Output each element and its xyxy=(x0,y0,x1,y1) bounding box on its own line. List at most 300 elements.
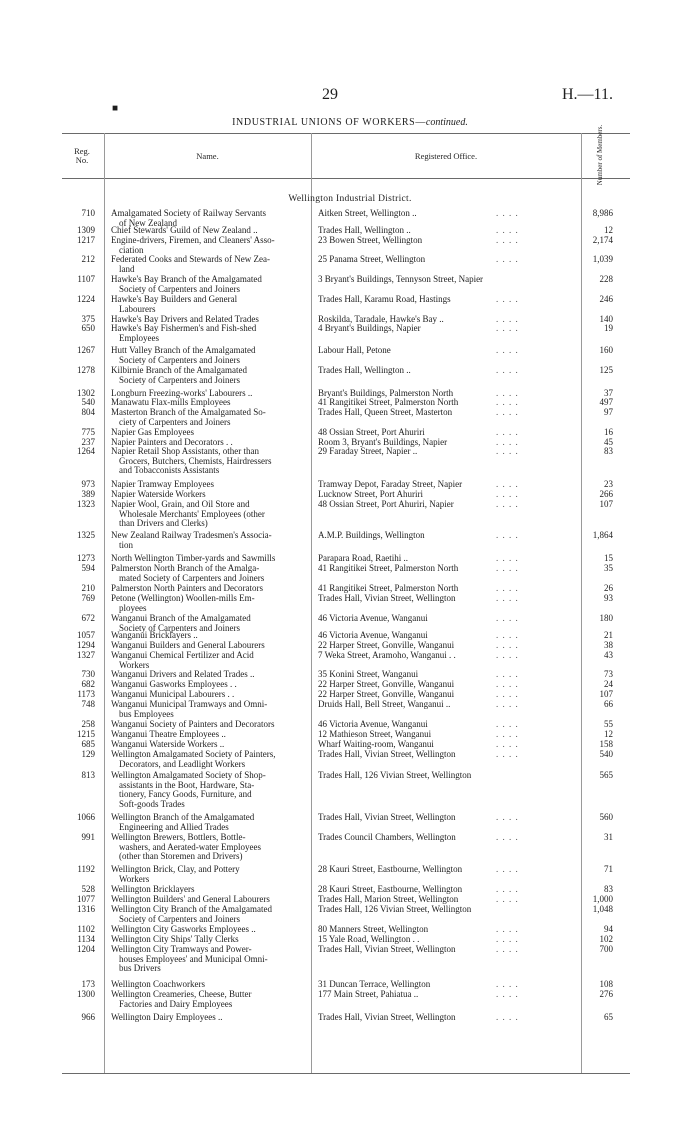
registration-number: 1204 xyxy=(77,944,95,954)
registered-office-text: Tramway Depot, Faraday Street, Napier xyxy=(318,480,463,489)
union-name-line: Napier Tramway Employees xyxy=(111,479,214,489)
registered-office xyxy=(318,480,578,490)
member-count: 108 xyxy=(599,979,613,989)
heading-text: INDUSTRIAL UNIONS OF WORKERS— xyxy=(232,117,426,128)
union-name-line: Wellington City Ships' Tally Clerks xyxy=(111,934,239,944)
member-count: 66 xyxy=(604,699,613,709)
column-header-members-text: Number of Members. xyxy=(596,124,604,186)
union-name-line: tion xyxy=(119,539,134,550)
union-name-line: Employees xyxy=(119,332,159,343)
registered-office-text: 46 Victoria Avenue, Wanganui xyxy=(318,720,428,729)
union-name xyxy=(111,1013,309,1023)
registration-number: 1323 xyxy=(77,499,95,509)
member-count: 35 xyxy=(604,563,613,573)
union-name-line: tionery, Fancy Goods, Furniture, and xyxy=(119,789,252,800)
member-count: 1,000 xyxy=(592,894,613,904)
member-count: 140 xyxy=(599,314,613,324)
dot-leader: . . . . xyxy=(496,346,519,355)
dot-leader: . . . . xyxy=(496,428,519,437)
registration-number: 210 xyxy=(81,583,95,593)
union-name-line: Hutt Valley Branch of the Amalgamated xyxy=(111,345,256,355)
union-name-line: Wellington Creameries, Cheese, Butter xyxy=(111,989,252,999)
registered-office-text: 41 Rangitikei Street, Palmerston North xyxy=(318,564,459,573)
registered-office-text: 48 Ossian Street, Port Ahuriri, Napier xyxy=(318,500,454,509)
registered-office-text: Wharf Waiting-room, Wanganui xyxy=(318,740,434,749)
registered-office xyxy=(318,500,578,510)
dot-leader: . . . . xyxy=(496,700,519,709)
union-name xyxy=(111,750,309,769)
registration-number: 212 xyxy=(81,254,95,264)
registration-number: 1316 xyxy=(77,904,95,914)
registration-number: 769 xyxy=(81,593,95,603)
registered-office-text: 46 Victoria Avenue, Wanganui xyxy=(318,631,428,640)
union-name xyxy=(111,990,309,1009)
registered-office-text: Trades Hall, Marion Street, Wellington xyxy=(318,895,459,904)
member-count: 497 xyxy=(599,397,613,407)
column-header-reg-line1: Reg. xyxy=(74,146,90,156)
union-name-line: Society of Carpenters and Joiners xyxy=(119,354,240,365)
dot-leader: . . . . xyxy=(496,680,519,689)
member-count: 94 xyxy=(604,924,613,934)
registered-office xyxy=(318,895,578,905)
dot-leader: . . . . xyxy=(496,295,519,304)
dot-leader: . . . . xyxy=(496,226,519,235)
member-count: 540 xyxy=(599,749,613,759)
union-name-line: Wholesale Merchants' Employees (other xyxy=(119,508,265,519)
registered-office xyxy=(318,275,578,285)
member-count: 15 xyxy=(604,553,613,563)
registration-number: 375 xyxy=(81,314,95,324)
registration-number: 775 xyxy=(81,427,95,437)
registered-office-text: Trades Hall, Vivian Street, Wellington xyxy=(318,750,456,759)
member-count: 1,864 xyxy=(592,530,613,540)
registered-office xyxy=(318,584,578,594)
registration-number: 813 xyxy=(81,770,95,780)
registered-office xyxy=(318,813,578,823)
registered-office xyxy=(318,771,578,781)
union-name-line: Wanganui Builders and General Labourers xyxy=(111,640,265,650)
registered-office xyxy=(318,564,578,574)
registered-office-text: Roskilda, Taradale, Hawke's Bay .. xyxy=(318,315,444,324)
union-name-line: Society of Carpenters and Joiners xyxy=(119,622,240,633)
union-name xyxy=(111,813,309,832)
print-mark: ■ xyxy=(112,103,119,114)
registration-number: 258 xyxy=(81,719,95,729)
union-name-line: Wanganui Society of Painters and Decorators xyxy=(111,719,275,729)
dot-leader: . . . . xyxy=(496,885,519,894)
registered-office xyxy=(318,614,578,624)
member-count: 12 xyxy=(604,225,613,235)
registration-number: 237 xyxy=(81,437,95,447)
registration-number: 1107 xyxy=(77,274,95,284)
dot-leader: . . . . xyxy=(496,980,519,989)
registered-office-text: 35 Konini Street, Wanganui xyxy=(318,670,419,679)
registered-office-text: Trades Hall, Vivian Street, Wellington xyxy=(318,945,456,954)
member-count: 73 xyxy=(604,669,613,679)
union-name-line: Wellington Builders' and General Labourers xyxy=(111,894,270,904)
union-name-line: Federated Cooks and Stewards of New Zea- xyxy=(111,254,270,264)
union-name-line: Napier Painters and Decorators . . xyxy=(111,437,233,447)
registered-office-text: Room 3, Bryant's Buildings, Napier xyxy=(318,438,448,447)
registration-number: 710 xyxy=(81,208,95,218)
registration-number: 1215 xyxy=(77,729,95,739)
column-header-office: Registered Office. xyxy=(414,151,478,161)
registered-office-text: Parapara Road, Raetihi .. xyxy=(318,554,408,563)
member-count: 55 xyxy=(604,719,613,729)
registered-office-text: 22 Harper Street, Gonville, Wanganui xyxy=(318,690,455,699)
union-name-line: North Wellington Timber-yards and Sawmills xyxy=(111,553,276,563)
union-name-line: Wellington Branch of the Amalgamated xyxy=(111,812,255,822)
dot-leader: . . . . xyxy=(496,641,519,650)
dot-leader: . . . . xyxy=(496,1013,519,1022)
union-name-line: Labourers xyxy=(119,303,156,314)
registered-office-text: Trades Hall, 126 Vivian Street, Wellington xyxy=(318,771,472,780)
registered-office xyxy=(318,680,578,690)
registered-office xyxy=(318,690,578,700)
registration-number: 730 xyxy=(81,669,95,679)
union-name-line: land xyxy=(119,263,135,274)
registered-office xyxy=(318,990,578,1000)
member-count: 31 xyxy=(604,832,613,842)
registration-number: 1327 xyxy=(77,650,95,660)
member-count: 565 xyxy=(599,770,613,780)
union-name-line: Wellington Brick, Clay, and Pottery xyxy=(111,864,240,874)
registration-number: 1278 xyxy=(77,365,95,375)
registration-number: 1273 xyxy=(77,553,95,563)
registered-office xyxy=(318,885,578,895)
registered-office xyxy=(318,594,578,604)
registration-number: 1192 xyxy=(77,864,95,874)
registered-office xyxy=(318,554,578,564)
dot-leader: . . . . xyxy=(496,490,519,499)
member-count: 37 xyxy=(604,388,613,398)
dot-leader: . . . . xyxy=(496,594,519,603)
dot-leader: . . . . xyxy=(496,833,519,842)
union-name-line: Longburn Freezing-works' Labourers .. xyxy=(111,388,253,398)
registered-office-text: Bryant's Buildings, Palmerston North xyxy=(318,389,454,398)
member-count: 26 xyxy=(604,583,613,593)
union-name-line: mated Society of Carpenters and Joiners xyxy=(119,572,265,583)
union-name xyxy=(111,255,309,274)
union-name-line: bus Drivers xyxy=(119,963,161,974)
member-count: 71 xyxy=(604,864,613,874)
dot-leader: . . . . xyxy=(496,447,519,456)
registered-office-text: 177 Main Street, Pahiatua .. xyxy=(318,990,419,999)
dot-leader: . . . . xyxy=(496,554,519,563)
union-name xyxy=(111,771,309,809)
registered-office xyxy=(318,346,578,356)
union-name-line: Wellington Brewers, Bottlers, Bottle- xyxy=(111,832,246,842)
registration-number: 991 xyxy=(81,832,95,842)
registered-office xyxy=(318,236,578,246)
union-name-line: Engine-drivers, Firemen, and Cleaners' Asso- xyxy=(111,235,275,245)
registered-office xyxy=(318,670,578,680)
union-name-line: than Drivers and Clerks) xyxy=(119,518,208,529)
dot-leader: . . . . xyxy=(496,651,519,660)
union-name-line: Wellington Amalgamated Society of Painters, xyxy=(111,749,276,759)
registration-number: 528 xyxy=(81,884,95,894)
dot-leader: . . . . xyxy=(496,740,519,749)
member-count: 83 xyxy=(604,446,613,456)
union-name-line: Napier Retail Shop Assistants, other than xyxy=(111,446,259,456)
registered-office-text: 7 Weka Street, Aramoho, Wanganui . . xyxy=(318,651,456,660)
registered-office-text: 22 Harper Street, Gonville, Wanganui xyxy=(318,641,455,650)
union-name-line: Wellington Amalgamated Society of Shop- xyxy=(111,770,266,780)
union-name xyxy=(111,366,309,385)
registration-number: 173 xyxy=(81,979,95,989)
column-header-name: Name. xyxy=(196,151,219,161)
member-count: 560 xyxy=(599,812,613,822)
district-heading: Wellington Industrial District. xyxy=(288,194,412,204)
member-count: 158 xyxy=(599,739,613,749)
registered-office-text: 28 Kauri Street, Eastbourne, Wellington xyxy=(318,885,463,894)
union-name-line: Wellington City Gasworks Employees .. xyxy=(111,924,256,934)
union-name-line: ciety of Carpenters and Joiners xyxy=(119,416,231,427)
registration-number: 1300 xyxy=(77,989,95,999)
member-count: 23 xyxy=(604,479,613,489)
registered-office-text: 80 Manners Street, Wellington xyxy=(318,925,429,934)
union-name-line: Wellington Bricklayers xyxy=(111,884,195,894)
member-count: 38 xyxy=(604,640,613,650)
member-count: 45 xyxy=(604,437,613,447)
registered-office xyxy=(318,408,578,418)
registered-office xyxy=(318,490,578,500)
registration-number: 389 xyxy=(81,489,95,499)
dot-leader: . . . . xyxy=(496,690,519,699)
registered-office xyxy=(318,720,578,730)
registered-office xyxy=(318,945,578,955)
document-reference: H.—11. xyxy=(562,86,613,103)
union-name xyxy=(111,275,309,294)
union-name-line: Wanganui Theatre Employees .. xyxy=(111,729,226,739)
union-name-line: Soft-goods Trades xyxy=(119,798,185,809)
union-name-line: Kilbirnie Branch of the Amalgamated xyxy=(111,365,247,375)
registered-office xyxy=(318,398,578,408)
member-count: 107 xyxy=(599,689,613,699)
registration-number: 1325 xyxy=(77,530,95,540)
union-name-line: Napier Wool, Grain, and Oil Store and xyxy=(111,499,250,509)
registered-office-text: 31 Duncan Terrace, Wellington xyxy=(318,980,431,989)
member-count: 102 xyxy=(599,934,613,944)
member-count: 12 xyxy=(604,729,613,739)
registration-number: 1173 xyxy=(77,689,95,699)
dot-leader: . . . . xyxy=(496,398,519,407)
union-name-line: Palmerston North Branch of the Amalga- xyxy=(111,563,260,573)
dot-leader: . . . . xyxy=(496,564,519,573)
union-name-line: ciation xyxy=(119,244,144,255)
registered-office-text: Trades Hall, Karamu Road, Hastings xyxy=(318,295,451,304)
member-count: 65 xyxy=(604,1012,613,1022)
registration-number: 129 xyxy=(81,749,95,759)
dot-leader: . . . . xyxy=(496,730,519,739)
union-name-line: Napier Waterside Workers xyxy=(111,489,206,499)
registered-office-text: 28 Kauri Street, Eastbourne, Wellington xyxy=(318,865,463,874)
registered-office-text: 41 Rangitikei Street, Palmerston North xyxy=(318,398,459,407)
union-name xyxy=(111,447,309,476)
registration-number: 748 xyxy=(81,699,95,709)
union-name-line: Napier Gas Employees xyxy=(111,427,194,437)
union-name-line: Wellington Coachworkers xyxy=(111,979,206,989)
union-name-line: Workers xyxy=(119,873,150,884)
registration-number: 1264 xyxy=(77,446,95,456)
column-header-members xyxy=(583,124,617,186)
registered-office xyxy=(318,428,578,438)
union-name-line: Wellington Dairy Employees .. xyxy=(111,1012,223,1022)
member-count: 16 xyxy=(604,427,613,437)
registered-office xyxy=(318,1013,578,1023)
union-name xyxy=(111,564,309,583)
dot-leader: . . . . xyxy=(496,389,519,398)
registration-number: 594 xyxy=(81,563,95,573)
member-count: 93 xyxy=(604,593,613,603)
union-name-line: washers, and Aerated-water Employees xyxy=(119,841,261,852)
union-name-line: Wanganui Waterside Workers .. xyxy=(111,739,225,749)
member-count: 97 xyxy=(604,407,613,417)
dot-leader: . . . . xyxy=(496,631,519,640)
union-name-line: Petone (Wellington) Woollen-mills Em- xyxy=(111,593,255,603)
dot-leader: . . . . xyxy=(496,865,519,874)
registered-office xyxy=(318,740,578,750)
union-name-line: (other than Storemen and Drivers) xyxy=(119,851,243,862)
registered-office-text: 46 Victoria Avenue, Wanganui xyxy=(318,614,428,623)
union-name-line: bus Employees xyxy=(119,708,174,719)
union-name-line: Wanganui Municipal Tramways and Omni- xyxy=(111,699,268,709)
member-count: 83 xyxy=(604,884,613,894)
table-row xyxy=(0,945,700,985)
union-name xyxy=(111,346,309,365)
dot-leader: . . . . xyxy=(496,813,519,822)
dot-leader: . . . . xyxy=(496,670,519,679)
union-name-line: Chief Stewards' Guild of New Zealand .. xyxy=(111,225,258,235)
table-bottom-rule xyxy=(62,1073,630,1074)
union-name xyxy=(111,531,309,550)
registered-office-text: 25 Panama Street, Wellington xyxy=(318,255,426,264)
table-row xyxy=(0,1013,700,1053)
member-count: 19 xyxy=(604,323,613,333)
member-count: 8,986 xyxy=(592,208,613,218)
registered-office xyxy=(318,641,578,651)
member-count: 24 xyxy=(604,679,613,689)
union-name xyxy=(111,651,309,670)
registration-number: 1294 xyxy=(77,640,95,650)
union-name xyxy=(111,236,309,255)
member-count: 125 xyxy=(599,365,613,375)
registration-number: 1309 xyxy=(77,225,95,235)
registered-office-text: Trades Hall, Vivian Street, Wellington xyxy=(318,1013,456,1022)
registered-office xyxy=(318,531,578,541)
heading-continued: continued. xyxy=(425,117,468,128)
registered-office-text: 41 Rangitikei Street, Palmerston North xyxy=(318,584,459,593)
union-name-line: Amalgamated Society of Railway Servants xyxy=(111,208,266,218)
union-name-line: Manawatu Flax-mills Employees xyxy=(111,397,231,407)
registered-office-text: 12 Mathieson Street, Wanganui xyxy=(318,730,432,739)
registered-office-text: Aitken Street, Wellington .. xyxy=(318,209,417,218)
member-count: 2,174 xyxy=(592,235,613,245)
registered-office xyxy=(318,833,578,843)
dot-leader: . . . . xyxy=(496,366,519,375)
registration-number: 1217 xyxy=(77,235,95,245)
member-count: 160 xyxy=(599,345,613,355)
registered-office-text: Trades Hall, Vivian Street, Wellington xyxy=(318,594,456,603)
union-name-line: assistants in the Boot, Hardware, Sta- xyxy=(119,779,255,790)
registered-office-text: A.M.P. Buildings, Wellington xyxy=(318,531,425,540)
dot-leader: . . . . xyxy=(496,324,519,333)
registered-office-text: 22 Harper Street, Gonville, Wanganui xyxy=(318,680,455,689)
member-count: 1,039 xyxy=(592,254,613,264)
registration-number: 804 xyxy=(81,407,95,417)
member-count: 228 xyxy=(599,274,613,284)
page-heading xyxy=(0,117,700,128)
union-name-line: Factories and Dairy Employees xyxy=(119,998,233,1009)
registered-office xyxy=(318,651,578,661)
member-count: 21 xyxy=(604,630,613,640)
registration-number: 1267 xyxy=(77,345,95,355)
union-name-line: Wanganui Drivers and Related Trades .. xyxy=(111,669,255,679)
dot-leader: . . . . xyxy=(496,925,519,934)
dot-leader: . . . . xyxy=(496,500,519,509)
registered-office xyxy=(318,905,578,915)
union-name-line: Palmerston North Painters and Decorators xyxy=(111,583,263,593)
dot-leader: . . . . xyxy=(496,584,519,593)
registration-number: 1134 xyxy=(77,934,95,944)
registration-number: 685 xyxy=(81,739,95,749)
registered-office xyxy=(318,925,578,935)
dot-leader: . . . . xyxy=(496,255,519,264)
registration-number: 966 xyxy=(81,1012,95,1022)
union-name-line: Society of Carpenters and Joiners xyxy=(119,913,240,924)
member-count: 180 xyxy=(599,613,613,623)
union-name-line: and Tobacconists Assistants xyxy=(119,465,220,476)
table-row xyxy=(0,771,700,811)
union-name-line: Society of Carpenters and Joiners xyxy=(119,283,240,294)
registered-office xyxy=(318,750,578,760)
union-name xyxy=(111,408,309,427)
member-count: 246 xyxy=(599,294,613,304)
registered-office xyxy=(318,865,578,875)
dot-leader: . . . . xyxy=(496,236,519,245)
registration-number: 973 xyxy=(81,479,95,489)
union-name xyxy=(111,324,309,343)
member-count: 1,048 xyxy=(592,904,613,914)
union-name xyxy=(111,500,309,529)
union-name-line: Hawke's Bay Fishermen's and Fish-shed xyxy=(111,323,257,333)
dot-leader: . . . . xyxy=(496,408,519,417)
dot-leader: . . . . xyxy=(496,750,519,759)
union-name xyxy=(111,905,309,924)
registered-office xyxy=(318,255,578,265)
dot-leader: . . . . xyxy=(496,720,519,729)
union-name xyxy=(111,594,309,613)
union-name-line: Engineering and Allied Trades xyxy=(119,821,229,832)
registered-office-text: 4 Bryant's Buildings, Napier xyxy=(318,324,421,333)
table-header-rule xyxy=(62,178,630,179)
page-number: 29 xyxy=(322,86,338,103)
union-name-line: Wanganui Gasworks Employees . . xyxy=(111,679,237,689)
registered-office xyxy=(318,730,578,740)
dot-leader: . . . . xyxy=(496,315,519,324)
registered-office-text: Trades Hall, Vivian Street, Wellington xyxy=(318,813,456,822)
dot-leader: . . . . xyxy=(496,895,519,904)
registered-office-text: Lucknow Street, Port Ahuriri xyxy=(318,490,423,499)
registration-number: 1077 xyxy=(77,894,95,904)
registered-office-text: Trades Hall, Queen Street, Masterton xyxy=(318,408,453,417)
union-name-line: New Zealand Railway Tradesmen's Associa- xyxy=(111,530,272,540)
registered-office-text: Trades Council Chambers, Wellington xyxy=(318,833,456,842)
registration-number: 1302 xyxy=(77,388,95,398)
table-top-rule xyxy=(62,133,630,134)
registered-office xyxy=(318,209,578,219)
union-name-line: Wellington City Tramways and Power- xyxy=(111,944,252,954)
